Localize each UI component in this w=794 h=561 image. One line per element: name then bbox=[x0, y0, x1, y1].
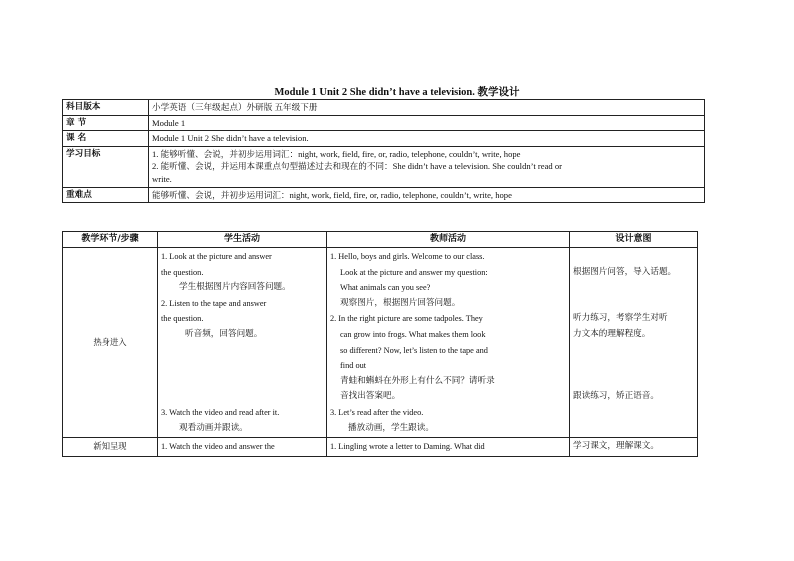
goal-value bbox=[149, 146, 705, 187]
warmup-teacher-cell bbox=[327, 248, 570, 438]
info-row-key bbox=[63, 187, 705, 203]
intent-line: 根据图片问答，导入话题。 bbox=[573, 266, 677, 277]
subject-value: 小学英语（三年级起点）外研版 五年级下册 bbox=[149, 100, 705, 116]
intent-line: 学习课文，理解课文。 bbox=[573, 441, 659, 452]
header-student: 学生活动 bbox=[158, 232, 327, 248]
intent-line: 听力练习，考察学生对听 bbox=[573, 313, 668, 324]
teacher-line: 青蛙和蝌蚪在外形上有什么不同？请听录 bbox=[340, 375, 495, 386]
info-table bbox=[62, 99, 705, 203]
info-row-subject bbox=[63, 100, 705, 116]
header-teacher: 教师活动 bbox=[327, 232, 570, 248]
header-stage: 教学环节/步骤 bbox=[63, 232, 158, 248]
teacher-line: 3. Let’s read after the video. bbox=[330, 407, 424, 417]
spacer bbox=[573, 249, 694, 265]
student-line: the question. bbox=[161, 267, 204, 277]
teacher-line: find out bbox=[340, 361, 367, 371]
spacer bbox=[573, 296, 694, 312]
key-value: 能够听懂、会说，并初步运用词汇：night, work, field, fire, or, radio, telephone, couldn’t, write, hope bbox=[149, 187, 705, 203]
teacher-line: 1. Hello, boys and girls. Welcome to our class. bbox=[330, 252, 485, 261]
teacher-line: 观察图片，根据图片回答问题。 bbox=[340, 297, 461, 308]
teacher-line: 播放动画，学生跟读。 bbox=[348, 422, 434, 433]
teacher-line: What animals can you see? bbox=[340, 283, 431, 293]
page-title: Module 1 Unit 2 She didn’t have a television. 教学设计 bbox=[274, 87, 520, 98]
plan-row-new bbox=[63, 438, 698, 457]
subject-label: 科目版本 bbox=[63, 100, 149, 116]
chapter-label: 章 节 bbox=[63, 115, 149, 131]
goal-line-1: 1. 能够听懂、会说，并初步运用词汇：night, work, field, fire, or, radio, telephone, couldn’t, write, hope bbox=[152, 148, 521, 159]
spacer bbox=[573, 374, 694, 390]
goal-label: 学习目标 bbox=[63, 146, 149, 187]
plan-table bbox=[62, 231, 698, 457]
teacher-line: Look at the picture and answer my question: bbox=[340, 267, 488, 277]
new-teacher-cell bbox=[327, 438, 570, 457]
plan-header-row bbox=[63, 232, 698, 248]
spacer bbox=[573, 358, 694, 374]
info-row-chapter bbox=[63, 115, 705, 131]
new-student-cell bbox=[158, 438, 327, 457]
spacer bbox=[161, 358, 323, 374]
info-row-goal bbox=[63, 146, 705, 187]
teacher-line: 音找出答案吧。 bbox=[340, 391, 401, 402]
student-line: 观看动画并跟读。 bbox=[179, 422, 248, 433]
stage-new: 新知呈现 bbox=[63, 438, 158, 457]
student-line: 2. Listen to the tape and answer bbox=[161, 298, 267, 308]
student-line: 听音频，回答问题。 bbox=[185, 328, 263, 339]
student-line: 3. Watch the video and read after it. bbox=[161, 407, 280, 417]
plan-row-warmup bbox=[63, 248, 698, 438]
stage-warmup: 热身进入 bbox=[63, 248, 158, 438]
student-line: 学生根据图片内容回答问题。 bbox=[179, 282, 291, 293]
header-intent: 设计意图 bbox=[570, 232, 698, 248]
intent-line: 力文本的理解程度。 bbox=[573, 328, 651, 339]
intent-line: 跟读练习，矫正语音。 bbox=[573, 391, 659, 402]
student-line: 1. Watch the video and answer the bbox=[161, 442, 275, 452]
spacer bbox=[573, 343, 694, 359]
teacher-line: so different? Now, let’s listen to the tape and bbox=[340, 345, 488, 355]
new-intent-cell bbox=[570, 438, 698, 457]
key-label: 重难点 bbox=[63, 187, 149, 203]
spacer bbox=[161, 374, 323, 390]
info-row-lesson bbox=[63, 131, 705, 147]
teacher-line: 2. In the right picture are some tadpoles. They bbox=[330, 314, 483, 324]
lesson-label: 课 名 bbox=[63, 131, 149, 147]
spacer bbox=[161, 343, 323, 359]
warmup-student-cell bbox=[158, 248, 327, 438]
lesson-value: Module 1 Unit 2 She didn’t have a television. bbox=[149, 131, 705, 147]
teacher-line: can grow into frogs. What makes them look bbox=[340, 329, 486, 339]
teacher-line: 1. Lingling wrote a letter to Daming. What did bbox=[330, 442, 485, 452]
spacer bbox=[573, 280, 694, 296]
goal-line-3: write. bbox=[152, 173, 172, 184]
student-line: 1. Look at the picture and answer bbox=[161, 252, 272, 261]
spacer bbox=[161, 389, 323, 405]
student-line: the question. bbox=[161, 314, 204, 324]
chapter-value: Module 1 bbox=[149, 115, 705, 131]
goal-line-2: 2. 能听懂、会说，并运用本课重点句型描述过去和现在的不同：She didn’t have a television. She couldn’t read or bbox=[152, 161, 562, 172]
warmup-intent-cell bbox=[570, 248, 698, 438]
